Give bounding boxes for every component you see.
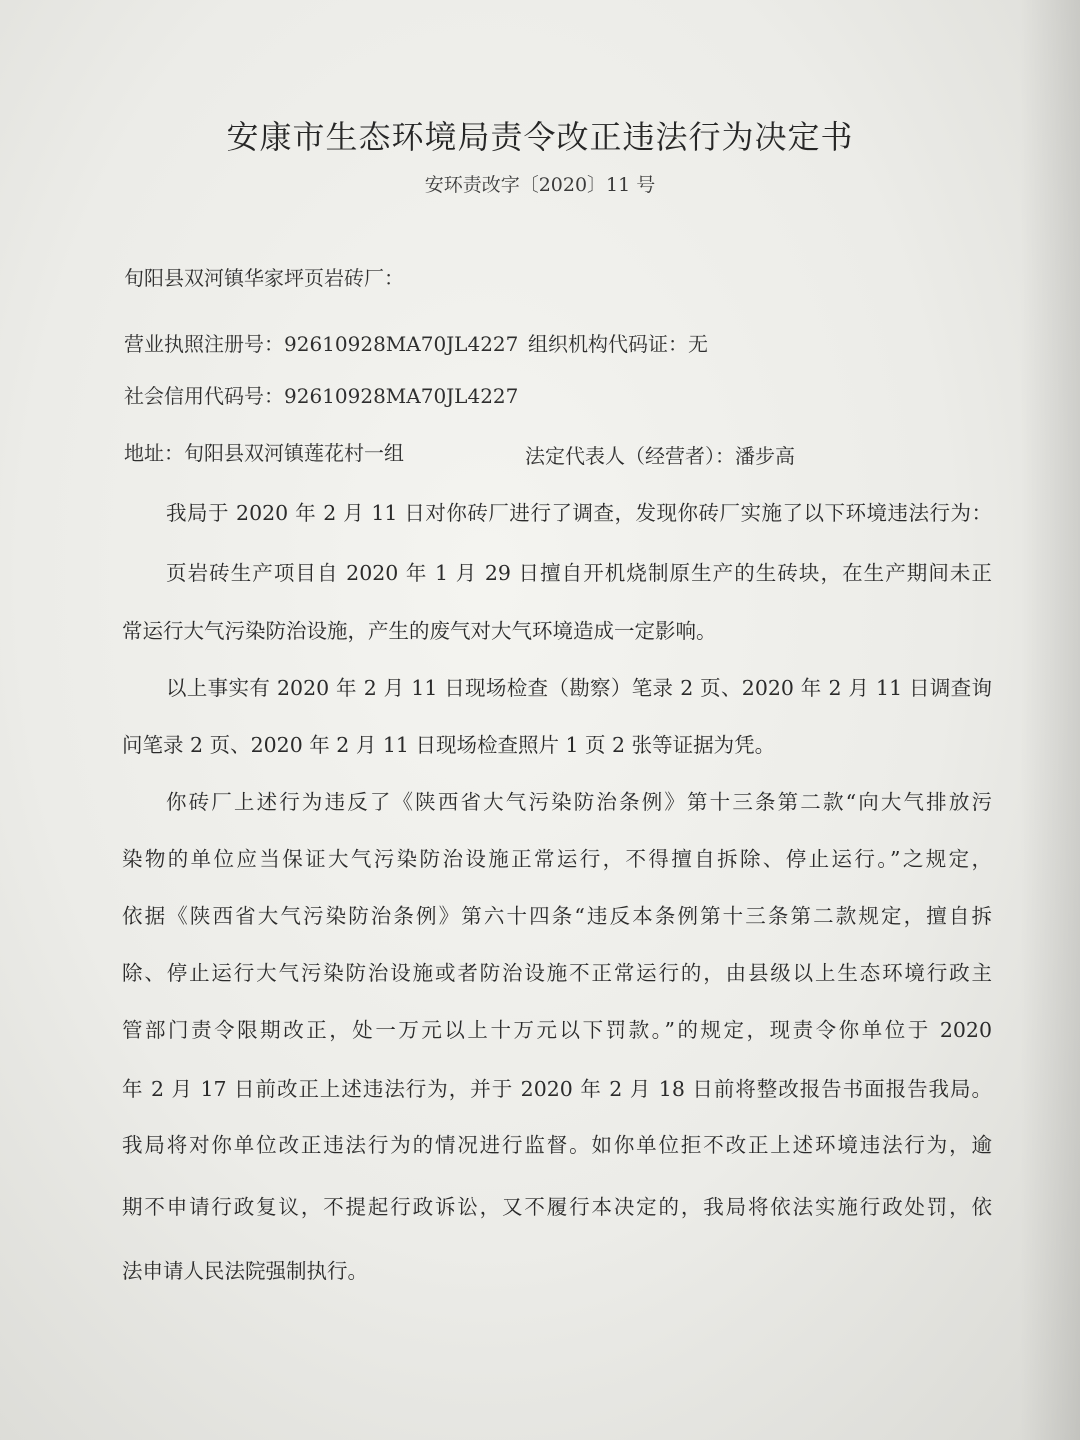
paragraph-line: 染物的单位应当保证大气污染防治设施正常运行，不得擅自拆除、停止运行。”之规定，: [122, 847, 992, 871]
organization-code: 组织机构代码证：无: [528, 332, 708, 356]
paragraph-line: 年 2 月 17 日前改正上述违法行为，并于 2020 年 2 月 18 日前将整改报告书面报告我局。: [122, 1077, 992, 1101]
recipient-name: 旬阳县双河镇华家坪页岩砖厂：: [124, 266, 404, 290]
legal-representative: 法定代表人（经营者）：潘步高: [525, 444, 795, 468]
paragraph-line: 以上事实有 2020 年 2 月 11 日现场检查（勘察）笔录 2 页、2020 年 2 月 11 日调查询: [166, 676, 992, 700]
paragraph-line: 问笔录 2 页、2020 年 2 月 11 日现场检查照片 1 页 2 张等证据为凭。: [122, 733, 776, 757]
paragraph-line: 依据《陕西省大气污染防治条例》第六十四条“违反本条例第十三条第二款规定，擅自拆: [122, 904, 992, 928]
paragraph-line: 常运行大气污染防治设施，产生的废气对大气环境造成一定影响。: [122, 619, 717, 643]
paragraph-line: 法申请人民法院强制执行。: [122, 1259, 368, 1283]
paragraph-line: 除、停止运行大气污染防治设施或者防治设施不正常运行的，由县级以上生态环境行政主: [122, 961, 992, 985]
paragraph-line: 我局于 2020 年 2 月 11 日对你砖厂进行了调查，发现你砖厂实施了以下环境违法行为：: [166, 501, 992, 525]
business-license-number: 营业执照注册号：92610928MA70JL4227: [124, 332, 519, 356]
paragraph-line: 我局将对你单位改正违法行为的情况进行监督。如你单位拒不改正上述环境违法行为，逾: [122, 1133, 992, 1157]
address: 地址：旬阳县双河镇莲花村一组: [124, 441, 404, 465]
paragraph-line: 页岩砖生产项目自 2020 年 1 月 29 日擅自开机烧制原生产的生砖块，在生产期间未正: [166, 561, 992, 585]
paragraph-line: 你砖厂上述行为违反了《陕西省大气污染防治条例》第十三条第二款“向大气排放污: [166, 790, 992, 814]
document-number: 安环责改字〔2020〕11 号: [424, 174, 656, 196]
credit-code: 社会信用代码号：92610928MA70JL4227: [124, 384, 519, 408]
paragraph-line: 管部门责令限期改正，处一万元以上十万元以下罚款。”的规定，现责令你单位于 2020: [122, 1018, 992, 1042]
paragraph-line: 期不申请行政复议，不提起行政诉讼，又不履行本决定的，我局将依法实施行政处罚，依: [122, 1195, 992, 1219]
page-shadow: [1020, 0, 1080, 1440]
document-title: 安康市生态环境局责令改正违法行为决定书: [226, 118, 854, 156]
